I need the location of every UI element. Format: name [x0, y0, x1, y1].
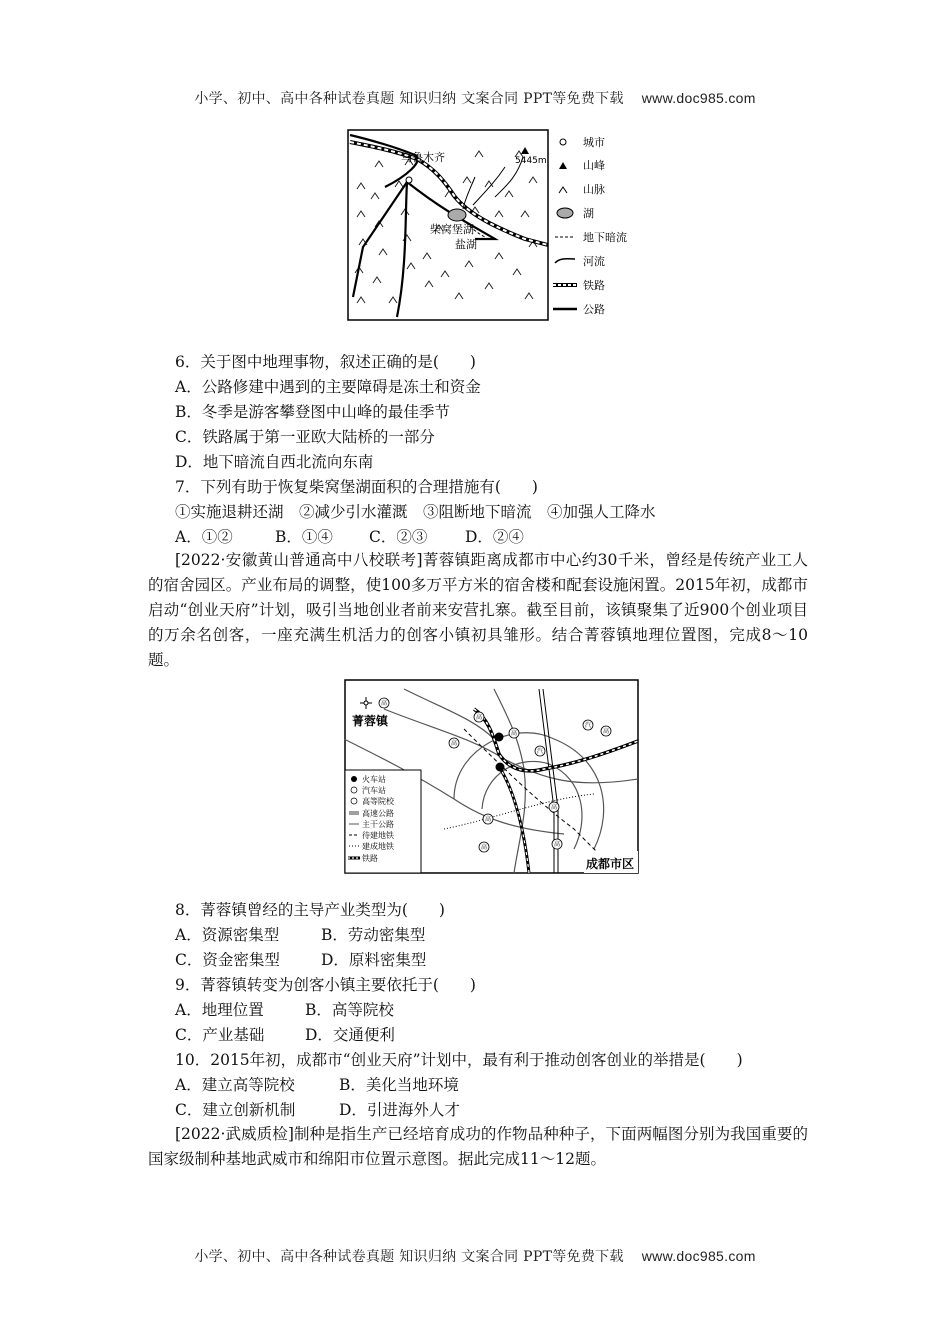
svg-text:待建地铁: 待建地铁	[362, 831, 394, 840]
svg-text:汽: 汽	[536, 748, 544, 755]
svg-text:高: 高	[480, 844, 488, 851]
svg-text:高: 高	[475, 714, 483, 721]
q8-option-b[interactable]: B．劳动密集型	[321, 926, 426, 944]
svg-text:高: 高	[484, 816, 492, 823]
q8-option-d[interactable]: D．原料密集型	[321, 951, 427, 969]
q9-option-b[interactable]: B．高等院校	[305, 1001, 394, 1019]
lake-chaiwopu	[448, 209, 466, 221]
city-symbol	[406, 177, 412, 183]
q10-options-row1	[175, 1075, 459, 1095]
svg-text:高: 高	[553, 841, 561, 848]
svg-text:公路: 公路	[583, 303, 605, 316]
footer-url[interactable]: www.doc985.com	[641, 1248, 756, 1264]
svg-text:城市: 城市	[583, 136, 605, 149]
passage-seed-base: [2022·武威质检]制种是指生产已经培育成功的作物品种种子，下面两幅图分别为我国重要的国家级制种基地武威市和绵阳市位置示意图。据此完成11～12题。	[148, 1125, 808, 1168]
svg-text:高: 高	[602, 728, 610, 735]
svg-text:山峰: 山峰	[583, 159, 605, 172]
header-text: 小学、初中、高中各种试卷真题 知识归纳 文案合同 PPT等免费下载	[194, 91, 624, 107]
passage-jingrong: [2022·安徽黄山普通高中八校联考]菁蓉镇距离成都市中心约30千米，曾经是传统产业工人的宿舍园区。产业布局的调整，使100多万平方米的宿舍楼和配套设施闲置。2015年初，成都市启动“创业天府”计划，吸引当地创业者前来安营扎寨。截至目前，该镇聚集了近900个创业项目的万余名创客，一座充满生机活力的创客小镇初具雏形。结合菁蓉镇地理位置图，完成8～10题。	[148, 551, 808, 669]
q6-option-d[interactable]: D．地下暗流自西北流向东南	[175, 453, 374, 471]
svg-text:主干公路: 主干公路	[362, 820, 394, 829]
svg-text:高: 高	[450, 740, 458, 747]
q6-option-a[interactable]: A．公路修建中遇到的主要障碍是冻土和资金	[175, 378, 481, 396]
train-station-north	[495, 733, 504, 742]
svg-text:高等院校: 高等院校	[362, 797, 394, 806]
q6-option-c[interactable]: C．铁路属于第一亚欧大陆桥的一部分	[175, 428, 435, 446]
q10-options-row2	[175, 1100, 460, 1120]
lake-label: 柴窝堡湖	[430, 223, 474, 236]
svg-text:山脉: 山脉	[583, 183, 605, 196]
svg-text:地下暗流: 地下暗流	[583, 231, 627, 244]
q8-options-row2	[175, 950, 426, 970]
q7-option-d[interactable]: D．②④	[465, 528, 524, 546]
header-url[interactable]: www.doc985.com	[641, 90, 756, 106]
town-label: 菁蓉镇	[352, 714, 389, 728]
q7-option-c[interactable]: C．②③	[369, 528, 428, 546]
train-station-east	[496, 763, 505, 772]
svg-text:铁路: 铁路	[362, 854, 378, 863]
q7-options	[175, 527, 524, 547]
q9-options-row2	[175, 1025, 395, 1045]
q7-items: ①实施退耕还湖 ②减少引水灌溉 ③阻断地下暗流 ④加强人工降水	[175, 503, 656, 521]
svg-text:河流: 河流	[583, 255, 605, 268]
q8-stem: 8．菁蓉镇曾经的主导产业类型为( )	[175, 901, 445, 919]
q6-option-b[interactable]: B．冬季是游客攀登图中山峰的最佳季节	[175, 403, 450, 421]
q9-options-row1	[175, 1000, 394, 1020]
svg-text:建成地铁: 建成地铁	[362, 842, 394, 851]
q7-stem: 7．下列有助于恢复柴窝堡湖面积的合理措施有( )	[175, 478, 538, 496]
q10-option-b[interactable]: B．美化当地环境	[339, 1076, 459, 1094]
q9-option-a[interactable]: A．地理位置	[175, 1001, 264, 1019]
map-jingrong	[344, 679, 640, 875]
svg-text:高: 高	[510, 730, 518, 737]
q6-stem: 6．关于图中地理事物，叙述正确的是( )	[175, 353, 476, 371]
q9-option-d[interactable]: D．交通便利	[305, 1026, 395, 1044]
city-area-label: 成都市区	[586, 857, 635, 871]
q10-stem: 10．2015年初，成都市“创业天府”计划中，最有利于推动创客创业的举措是( )	[175, 1051, 743, 1069]
city-label: 乌鲁木齐	[401, 151, 445, 164]
svg-text:高: 高	[550, 804, 558, 811]
q10-option-a[interactable]: A．建立高等院校	[175, 1076, 295, 1094]
svg-text:火车站: 火车站	[362, 775, 386, 784]
q8-option-c[interactable]: C．资金密集型	[175, 951, 280, 969]
page-footer	[0, 1246, 950, 1266]
svg-text:高: 高	[380, 700, 388, 707]
salt-lake-label: 盐湖	[455, 238, 477, 251]
peak-label: 5445m	[515, 156, 547, 166]
q9-option-c[interactable]: C．产业基础	[175, 1026, 265, 1044]
svg-text:高速公路: 高速公路	[362, 809, 394, 818]
q9-stem: 9．菁蓉镇转变为创客小镇主要依托于( )	[175, 976, 476, 994]
page-header	[0, 88, 950, 108]
map1-legend	[553, 136, 627, 316]
q8-options-row1	[175, 925, 425, 945]
svg-text:汽: 汽	[584, 722, 592, 729]
svg-text:铁路: 铁路	[583, 279, 605, 292]
q10-option-c[interactable]: C．建立创新机制	[175, 1101, 296, 1119]
footer-text: 小学、初中、高中各种试卷真题 知识归纳 文案合同 PPT等免费下载	[194, 1249, 624, 1265]
q7-option-b[interactable]: B．①④	[275, 528, 333, 546]
q10-option-d[interactable]: D．引进海外人才	[339, 1101, 460, 1119]
svg-text:汽车站: 汽车站	[362, 786, 386, 795]
q8-option-a[interactable]: A．资源密集型	[175, 926, 280, 944]
map-urumqi	[345, 127, 645, 325]
svg-text:湖: 湖	[583, 207, 594, 220]
q7-option-a[interactable]: A．①②	[175, 528, 233, 546]
